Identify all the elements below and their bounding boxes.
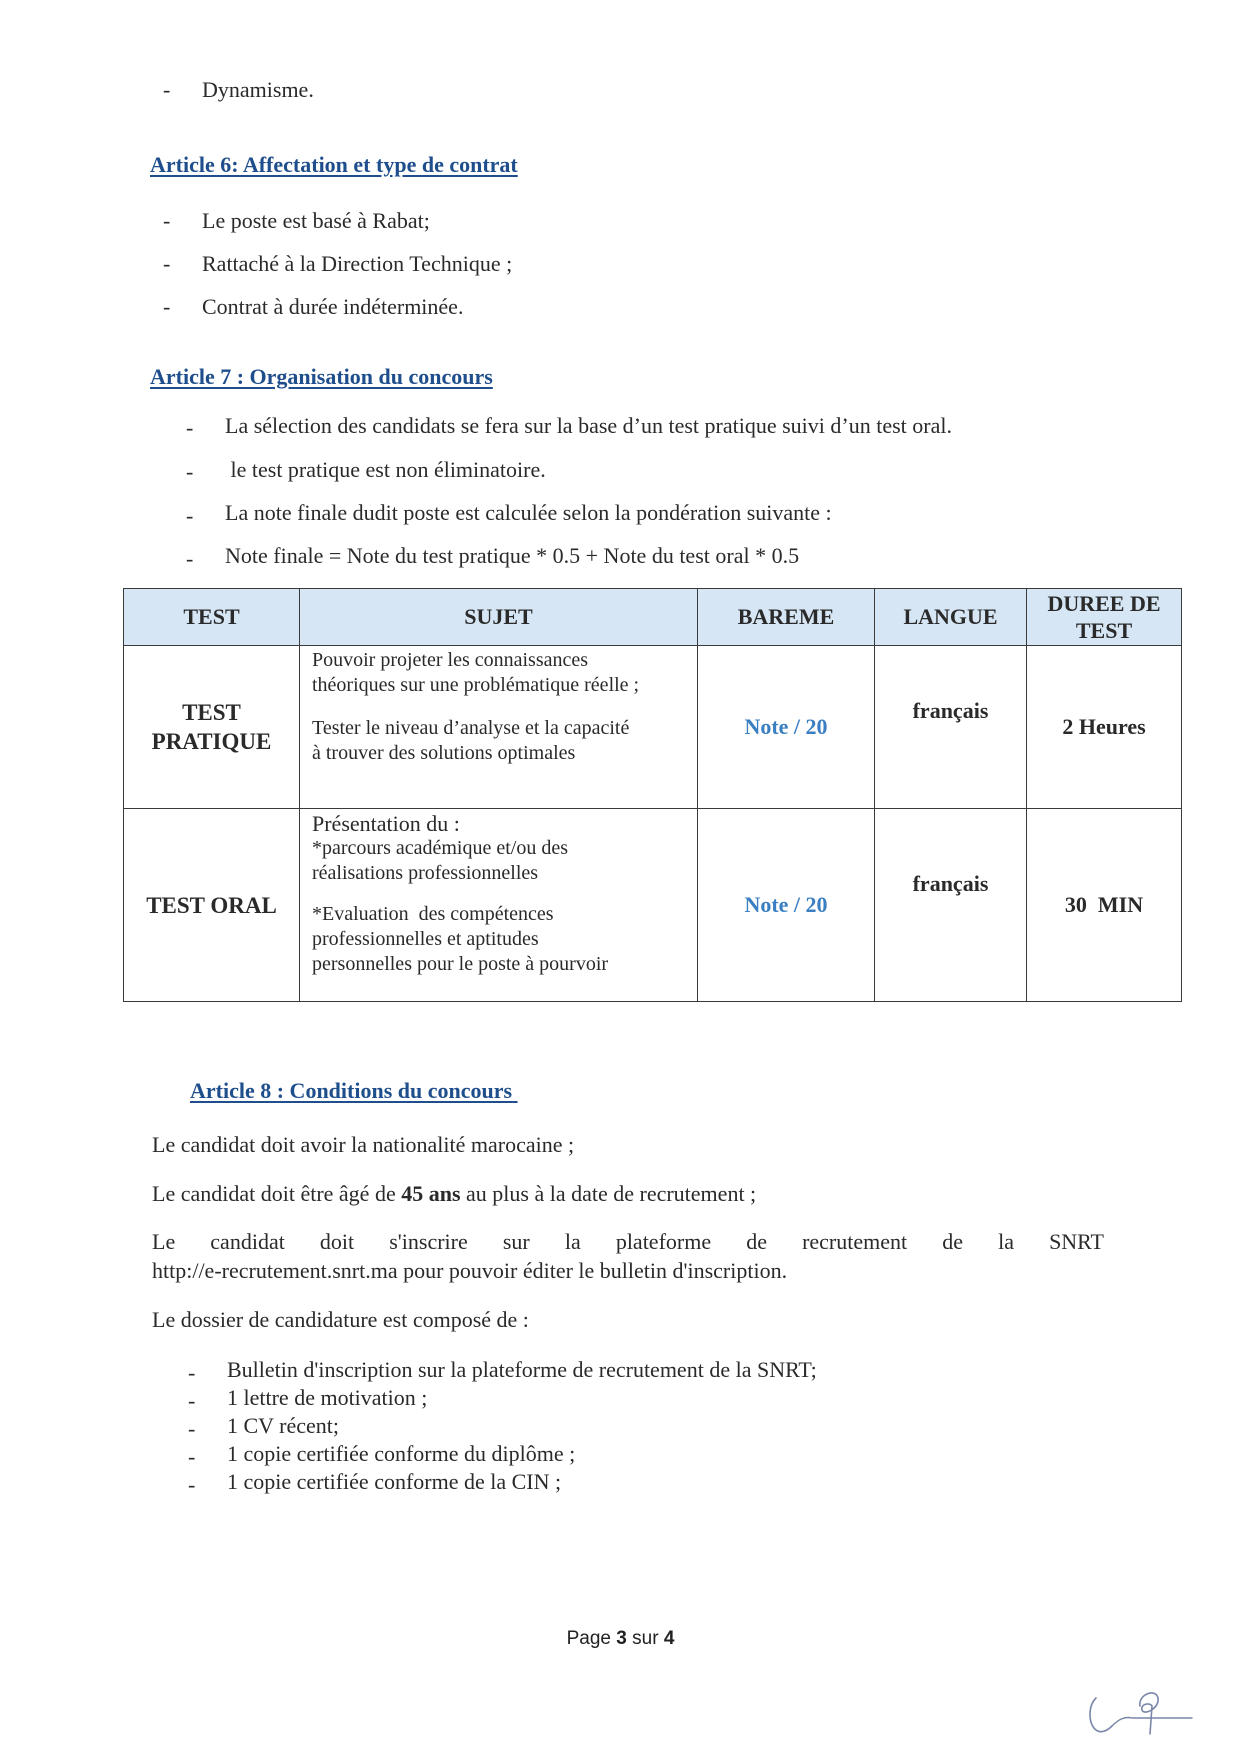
bullet-dash: -	[163, 251, 171, 276]
test-name-line: TEST	[182, 700, 241, 725]
sujet-line: *parcours académique et/ou des	[312, 837, 569, 859]
table-row	[124, 809, 1182, 1002]
langue-cell: français	[875, 646, 1027, 809]
bullet-dash: -	[188, 1444, 196, 1469]
sujet-cell	[300, 809, 698, 1002]
article8-justified-line	[152, 1228, 1104, 1256]
sujet-line: Présentation du :	[312, 811, 460, 836]
table-row	[124, 646, 1182, 809]
dossier-item: Bulletin d'inscription sur la plateforme de recrutement de la SNRT;	[227, 1357, 817, 1382]
recruitment-url-line: http://e-recrutement.snrt.ma pour pouvoir éditer le bulletin d'inscription.	[152, 1258, 788, 1283]
article7-heading: Article 7 : Organisation du concours	[150, 364, 493, 389]
page-number: 3	[616, 1628, 627, 1649]
test-name-cell	[124, 646, 300, 809]
dossier-item: 1 copie certifiée conforme du diplôme ;	[227, 1441, 576, 1466]
word: Le	[152, 1229, 176, 1254]
bullet-dash: -	[163, 294, 171, 319]
handwritten-initials-icon	[1082, 1680, 1202, 1740]
word: doit	[319, 1229, 355, 1254]
article8-heading-text: Article 8 : Conditions du concours	[190, 1078, 513, 1103]
article8-paragraph: Le candidat doit avoir la nationalité marocaine ;	[152, 1132, 575, 1157]
dossier-item: 1 CV récent;	[227, 1413, 340, 1438]
header-duree-label: DUREE DE TEST	[1047, 591, 1161, 643]
word: la	[564, 1229, 581, 1254]
test-name-line: PRATIQUE	[151, 729, 272, 754]
test-name-cell: TEST ORAL	[124, 809, 300, 1002]
bullet-dash: -	[163, 208, 171, 233]
bullet-dash: -	[186, 503, 194, 528]
bullet-dash: -	[186, 546, 194, 571]
sujet-line: Pouvoir projeter les connaissances	[312, 649, 589, 671]
bullet-dash: -	[186, 415, 194, 440]
article7-bullet: La note finale dudit poste est calculée selon la pondération suivante :	[225, 500, 832, 525]
sujet-line: *Evaluation des compétences	[312, 903, 554, 925]
bareme-cell: Note / 20	[698, 809, 875, 1002]
p2-text: Le candidat doit être âgé de	[152, 1181, 402, 1206]
sujet-cell	[300, 646, 698, 809]
word: candidat	[210, 1229, 285, 1254]
word: SNRT	[1049, 1229, 1104, 1254]
p2-text: au plus à la date de recrutement ;	[460, 1181, 757, 1206]
bullet-dash: -	[186, 459, 194, 484]
header-bareme: BAREME	[698, 589, 875, 646]
word: de	[942, 1229, 963, 1254]
exam-table	[123, 588, 1182, 1002]
duree-cell: 2 Heures	[1027, 646, 1182, 809]
total-pages: 4	[663, 1628, 675, 1649]
article7-bullet: Note finale = Note du test pratique * 0.5 + Note du test oral * 0.5	[225, 543, 800, 568]
duree-cell: 30 MIN	[1027, 809, 1182, 1002]
header-sujet: SUJET	[300, 589, 698, 646]
bareme-cell: Note / 20	[698, 646, 875, 809]
bullet-dash: -	[188, 1472, 196, 1497]
sujet-line: personnelles pour le poste à pourvoir	[312, 953, 609, 975]
age-limit: 45 ans	[401, 1181, 461, 1206]
article8-heading	[190, 1077, 518, 1105]
word: la	[998, 1229, 1014, 1254]
bullet-dash: -	[188, 1416, 196, 1441]
article8-paragraph: Le dossier de candidature est composé de :	[152, 1307, 529, 1332]
page-label: Page	[566, 1628, 611, 1649]
article7-bullet: La sélection des candidats se fera sur la base d’un test pratique suivi d’un test oral.	[225, 413, 952, 438]
dossier-item: 1 copie certifiée conforme de la CIN ;	[227, 1469, 562, 1494]
sujet-line: théoriques sur une problématique réelle ;	[312, 674, 640, 696]
header-duree	[1027, 589, 1182, 646]
table-header-row	[124, 589, 1182, 646]
intro-bullet-text: Dynamisme.	[202, 77, 314, 102]
article6-heading: Article 6: Affectation et type de contrat	[150, 152, 518, 177]
bullet-dash: -	[163, 77, 171, 102]
word: de	[746, 1229, 767, 1254]
article6-bullet: Le poste est basé à Rabat;	[202, 208, 430, 233]
page-footer	[0, 1628, 1241, 1650]
of-label: sur	[632, 1628, 659, 1649]
sujet-line: à trouver des solutions optimales	[312, 742, 576, 764]
bullet-dash: -	[188, 1388, 196, 1413]
bullet-dash: -	[188, 1360, 196, 1385]
article6-bullet: Contrat à durée indéterminée.	[202, 294, 464, 319]
header-langue: LANGUE	[875, 589, 1027, 646]
sujet-line: réalisations professionnelles	[312, 862, 539, 884]
word: sur	[502, 1229, 530, 1254]
sujet-line: professionnelles et aptitudes	[312, 928, 539, 950]
article7-bullet: le test pratique est non éliminatoire.	[225, 457, 546, 482]
header-test: TEST	[124, 589, 300, 646]
dossier-item: 1 lettre de motivation ;	[227, 1385, 428, 1410]
word: s'inscrire	[389, 1229, 468, 1254]
article6-bullet: Rattaché à la Direction Technique ;	[202, 251, 513, 276]
word: plateforme	[615, 1229, 712, 1254]
sujet-line: Tester le niveau d’analyse et la capacité	[312, 717, 630, 739]
word: recrutement	[802, 1229, 908, 1254]
article8-paragraph	[152, 1180, 756, 1208]
langue-cell: français	[875, 809, 1027, 1002]
